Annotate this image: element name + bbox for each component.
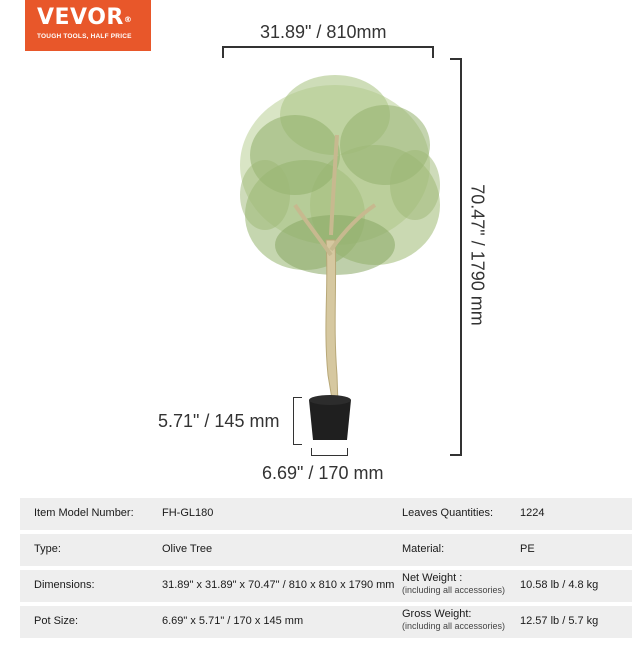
spec-value: 6.69" x 5.71" / 170 x 145 mm	[162, 615, 304, 627]
vevor-logo	[25, 0, 151, 51]
spec-row	[20, 534, 632, 566]
spec-value: 31.89" x 31.89" x 70.47" / 810 x 810 x 1790 mm	[162, 579, 395, 591]
spec-row	[20, 498, 632, 530]
spec-note: (including all accessories)	[402, 621, 506, 631]
spec-label: Material:	[402, 543, 445, 555]
height-dimension: 70.47" / 1790 mm	[467, 184, 488, 326]
spec-label: Pot Size:	[34, 615, 79, 627]
spec-value: Olive Tree	[162, 543, 213, 555]
spec-value: 12.57 lb / 5.7 kg	[520, 615, 599, 627]
spec-row	[20, 606, 632, 638]
spec-label-text: Net Weight :	[402, 572, 463, 584]
spec-table	[20, 498, 632, 642]
spec-value: PE	[520, 543, 535, 555]
registered-mark: ®	[123, 15, 133, 24]
spec-label	[402, 608, 505, 631]
spec-label-text: Gross Weight:	[402, 608, 472, 620]
spec-label: Leaves Quantities:	[402, 507, 494, 519]
foliage	[240, 75, 440, 275]
brand-name: VEVOR	[37, 5, 124, 30]
brand-tagline: TOUGH TOOLS, HALF PRICE	[37, 33, 132, 40]
spec-value: 1224	[520, 507, 545, 519]
pot-width-dimension: 6.69" / 170 mm	[262, 463, 384, 483]
spec-label: Item Model Number:	[34, 507, 134, 519]
spec-value: FH-GL180	[162, 507, 214, 519]
spec-label: Type:	[34, 543, 61, 555]
spec-note: (including all accessories)	[402, 585, 506, 595]
spec-label	[402, 572, 505, 595]
olive-tree-image	[225, 55, 455, 450]
spec-value: 10.58 lb / 4.8 kg	[520, 579, 599, 591]
width-dimension: 31.89" / 810mm	[260, 22, 387, 42]
spec-row	[20, 570, 632, 602]
pot-height-dimension: 5.71" / 145 mm	[158, 411, 280, 431]
spec-label: Dimensions:	[34, 579, 95, 591]
pot	[309, 395, 351, 440]
